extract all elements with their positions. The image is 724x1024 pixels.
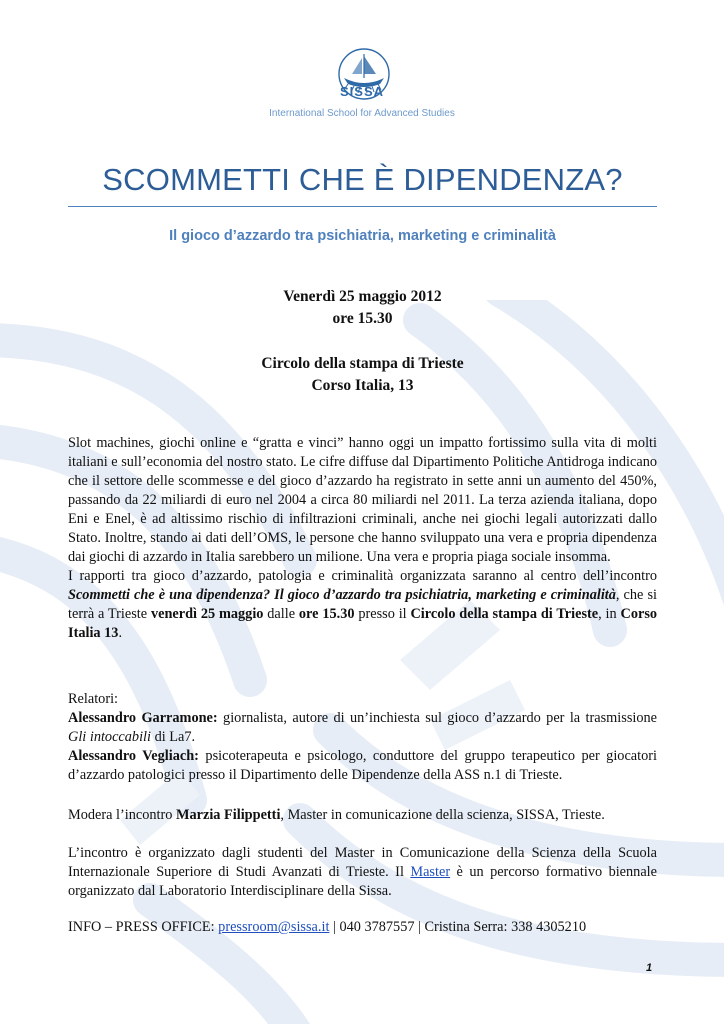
event-full-title: Scommetti che è una dipendenza? Il gioco d’azzardo tra psichiatria, marketing e criminalità [68,587,616,603]
background-watermark [0,300,724,1024]
intro-paragraph-2: I rapporti tra gioco d’azzardo, patologia e criminalità organizzata saranno al centro dell’incontro Scommetti che è una dipendenza? Il gioco d’azzardo tra psichiatria, marketing e criminalità, che si terrà a Trieste venerdì 25 maggio dalle ore 15.30 presso il Circolo della stampa di Trieste, in Corso Italia 13. [68,568,658,641]
master-link[interactable]: Master [410,864,451,880]
event-place: Circolo della stampa di Trieste [261,355,464,372]
page-number: 1 [646,962,653,974]
press-office-info: INFO – PRESS OFFICE: pressroom@sissa.it | 040 3787557 | Cristina Serra: 338 4305210 [68,919,587,935]
intro-section [68,434,657,643]
title-rule [68,206,657,207]
event-time: ore 15.30 [332,310,393,327]
logo-wordmark: SISSA [339,84,384,99]
school-name: International School for Advanced Studies [269,108,455,119]
speakers-section [68,690,657,785]
organizers-paragraph: L’incontro è organizzato dagli studenti del Master in Comunicazione della Scienza della Scuola Internazionale Superiore di Studi Avanzati di Trieste. Il Master è un percorso formativo biennale organizzato dal Laboratorio Interdisciplinare della Sissa. [68,845,657,899]
speaker-vegliach: Alessandro Vegliach: psicoterapeuta e psicologo, conduttore del gruppo terapeutico per giocatori d’azzardo patologici presso il Dipartimento delle Dipendenze della ASS n.1 di Trieste. [68,748,657,783]
intro-paragraph-1: Slot machines, giochi online e “gratta e vinci” hanno oggi un impatto fortissimo sulla vita di molti italiani e sull’economia del nostro stato. Le cifre diffuse dal Dipartimento Politiche Antidroga indicano che il settore delle scommesse e del gioco d’azzardo ha registrato in sette anni un aumento del 450%, passando da 22 miliardi di euro nel 2004 a circa 80 miliardi nel 2011. La terza azienda italiana, dopo Eni e Enel, è ad altissimo rischio di infiltrazioni criminali, anche nei giochi legali autorizzati dallo Stato. Inoltre, stando ai dati dell’OMS, le persone che hanno sviluppato una vera e propria dipendenza dai giochi di azzardo in Italia sarebbero un milione. Una vera e propria piaga sociale insomma. [68,435,657,565]
page-title: SCOMMETTI CHE È DIPENDENZA? [102,162,623,197]
speakers-heading: Relatori: [68,691,119,707]
speaker-garramone: Alessandro Garramone: giornalista, autore di un’inchiesta sul gioco d’azzardo per la trasmissione Gli intoccabili di La7. [68,710,657,745]
event-date: Venerdì 25 maggio 2012 [283,288,442,305]
press-email-link[interactable]: pressroom@sissa.it [218,919,330,935]
sissa-logo [326,44,402,110]
page-subtitle: Il gioco d’azzardo tra psichiatria, marketing e criminalità [169,228,556,244]
moderator-line: Modera l’incontro Marzia Filippetti, Master in comunicazione della scienza, SISSA, Trieste. [68,807,605,823]
event-address: Corso Italia, 13 [311,377,414,394]
